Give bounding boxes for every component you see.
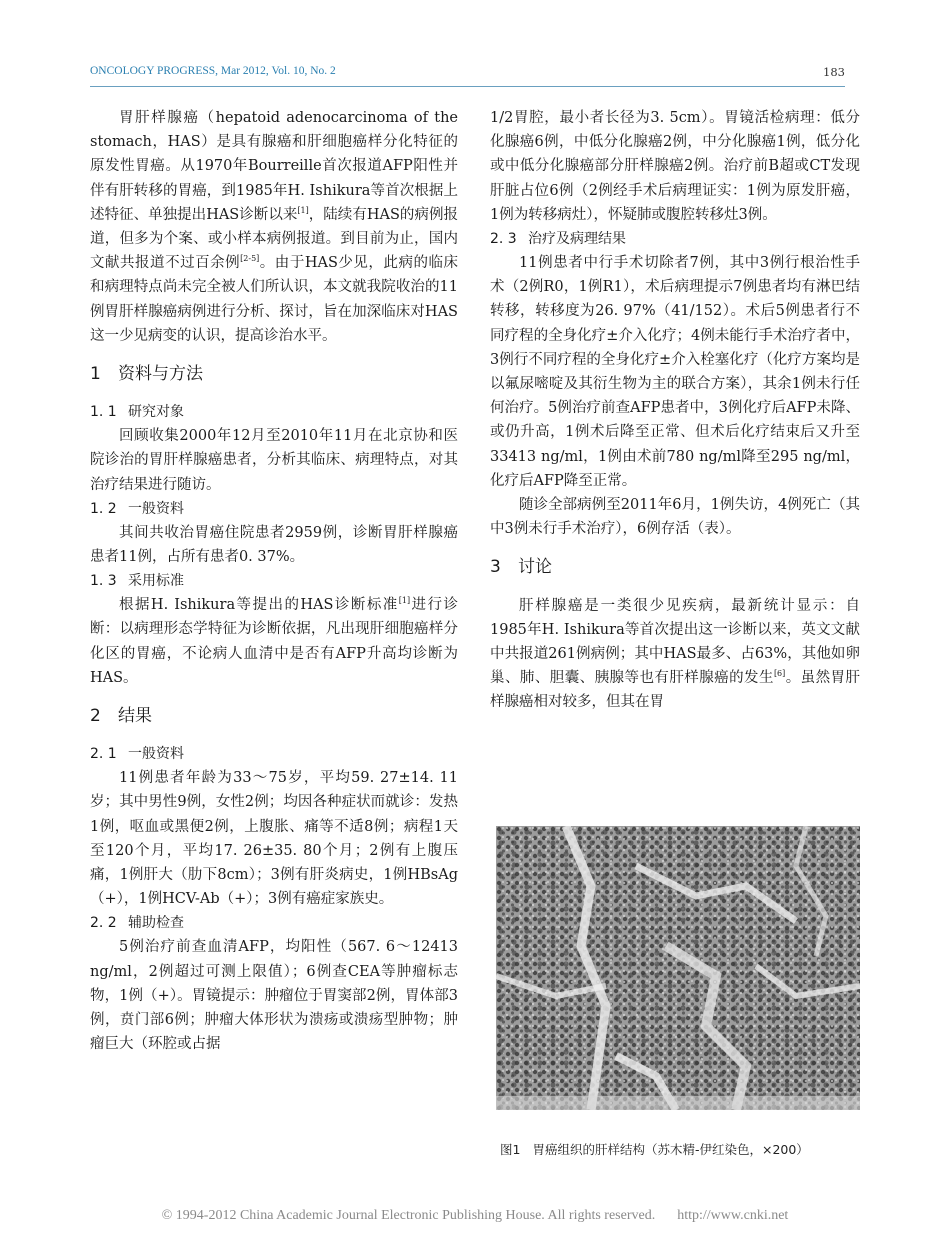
micrograph-image (496, 826, 860, 1110)
figure-label: 图1 (500, 1142, 521, 1157)
section-1-3-heading: 1. 3 采用标准 (90, 573, 184, 590)
section-1-1-heading: 1. 1 研究对象 (90, 404, 184, 421)
journal-citation: ONCOLOGY PROGRESS, Mar 2012, Vol. 10, No. 2 (90, 65, 336, 77)
section-2-heading: 2 结果 (90, 706, 152, 727)
histology-micrograph (496, 826, 860, 1110)
reference-1-b[interactable]: [1] (398, 596, 411, 606)
section-2-2-heading: 2. 2 辅助检查 (90, 915, 184, 932)
section-2-1-heading: 2. 1 一般资料 (90, 746, 184, 763)
running-header (90, 62, 845, 87)
left-column (90, 106, 458, 1057)
section-2-3-text-2: 随诊全部病例至2011年6月，1例失访，4例死亡（其中3例未行手术治疗），6例存活（表）。 (490, 497, 860, 538)
section-3-heading: 3 讨论 (490, 557, 552, 578)
section-1-1-text: 回顾收集2000年12月至2010年11月在北京协和医院诊治的胃肝样腺癌患者，分析其临床、病理特点，对其治疗结果进行随访。 (90, 428, 458, 493)
section-1-3-text: 根据H. Ishikura等提出的HAS诊断标准[1]进行诊断：以病理形态学特征为诊断依据，凡出现肝细胞癌样分化区的胃癌，不论病人血清中是否有AFP升高均诊断为HAS。 (90, 596, 458, 686)
footer-url[interactable]: http://www.cnki.net (677, 1208, 789, 1223)
right-column (490, 106, 860, 715)
section-2-2-text: 5例治疗前查血清AFP，均阳性（567. 6～12413 ng/ml，2例超过可测上限值）；6例查CEA等肿瘤标志物，1例（+）。胃镜提示：肿瘤位于胃窦部2例，胃体部3例，贲门部6例；肿瘤大体形状为溃疡或溃疡型肿物；肿瘤巨大（环腔或占据 (90, 939, 458, 1053)
page-footer (0, 1208, 950, 1224)
section-3-text: 肝样腺癌是一类很少见疾病，最新统计显示：自1985年H. Ishikura等首次提出这一诊断以来，英文文献中共报道261例病例；其中HAS最多、占63%，其他如卵巢、肺、胆囊、胰腺等也有肝样腺癌的发生[6]。虽然胃肝样腺癌相对较多，但其在胃 (490, 597, 861, 711)
section-2-3-heading: 2. 3 治疗及病理结果 (490, 231, 626, 248)
reference-1[interactable]: [1] (297, 205, 309, 215)
section-1-2-text: 其间共收治胃癌住院患者2959例，诊断胃肝样腺癌患者11例，占所有患者0. 37%。 (90, 524, 458, 566)
figure-caption (500, 1140, 860, 1158)
page-number: 183 (823, 65, 845, 79)
section-1-heading: 1 资料与方法 (90, 364, 203, 385)
reference-2-5[interactable]: [2-5] (240, 254, 260, 264)
section-2-3-text-1: 11例患者中行手术切除者7例，其中3例行根治性手术（2例R0，1例R1），术后病理提示7例患者均有淋巴结转移，转移度为26. 97%（41/152）。术后5例患者行不同疗程的全身化疗±介入化疗；4例未能行手术治疗者中，3例行不同疗程的全身化疗±介入栓塞化疗（化疗方案均是以氟尿嘧啶及其衍生物为主的联合方案），其余1例未行任何治疗。5例治疗前查AFP患者中，3例化疗后AFP未降、或仍升高，1例术后降至正常、但术后化疗结束后又升至33413 ng/ml，1例由术前780 ng/ml降至295 ng/ml，化疗后AFP降至正常。 (490, 255, 860, 489)
reference-6[interactable]: [6] (773, 669, 786, 679)
figure-caption-text: 胃癌组织的肝样结构（苏木精-伊红染色，×200） (532, 1142, 809, 1157)
intro-paragraph: 胃肝样腺癌（hepatoid adenocarcinoma of the stomach，HAS）是具有腺癌和肝细胞癌样分化特征的原发性胃癌。从1970年Bourreille首次报道AFP阳性并伴有肝转移的胃癌，到1985年H. Ishikura等首次根据上述特征、单独提出HAS诊断以来[1]，陆续有HAS的病例报道，但多为个案、或小样本病例报道。到目前为止，国内文献共报道不过百余例[2-5]。由于HAS少见，此病的临床和病理特点尚未完全被人们所认识，本文就我院收治的11例胃肝样腺癌病例进行分析、探讨，旨在加深临床对HAS这一少见病变的认识，提高诊治水平。 (90, 110, 459, 344)
copyright-notice: © 1994-2012 China Academic Journal Electronic Publishing House. All rights reserved. (161, 1208, 656, 1223)
section-2-1-text: 11例患者年龄为33～75岁，平均59. 27±14. 11岁；其中男性9例，女性2例；均因各种症状而就诊：发热1例，呕血或黑便2例，上腹胀、痛等不适8例；病程1天至120个月，平均17. 26±35. 80个月；2例有上腹压痛，1例肝大（肋下8cm）；3例有肝炎病史，1例HBsAg（+），1例HCV-Ab（+）；3例有癌症家族史。 (90, 770, 458, 908)
section-2-2-continued: 1/2胃腔，最小者长径为3. 5cm）。胃镜活检病理：低分化腺癌6例，中低分化腺癌2例，中分化腺癌1例，低分化或中低分化腺癌部分肝样腺癌2例。治疗前B超或CT发现肝脏占位6例（2例经手术后病理证实：1例为原发肝癌，1例为转移病灶），怀疑肺或腹腔转移灶3例。 (490, 110, 860, 223)
section-1-2-heading: 1. 2 一般资料 (90, 500, 184, 517)
